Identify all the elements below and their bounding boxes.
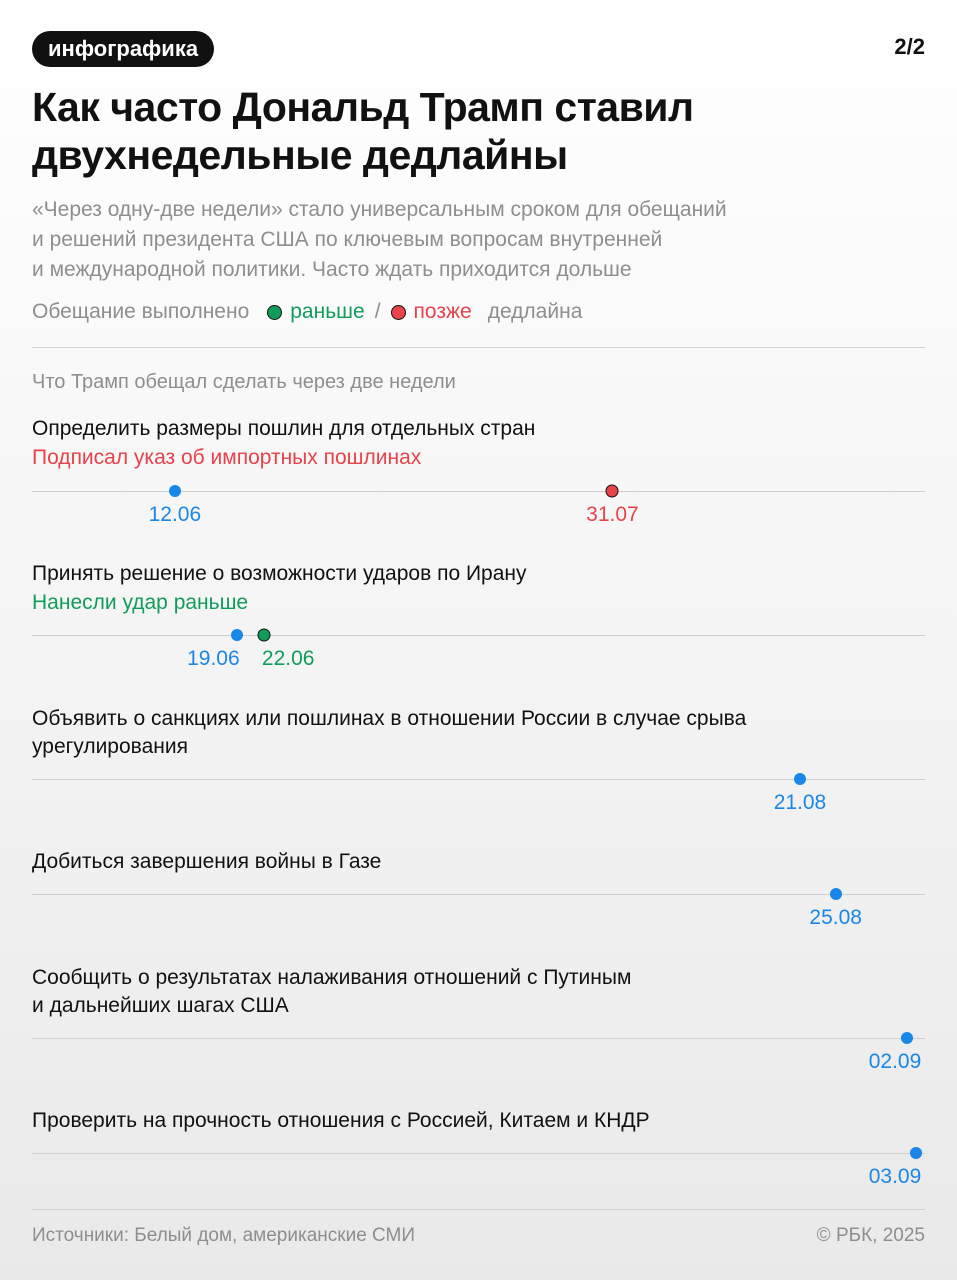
- deadline-label: 25.08: [809, 906, 862, 929]
- promise-title-line: Проверить на прочность отношения с Россией, Китаем и КНДР: [32, 1109, 650, 1132]
- timeline-track: [32, 779, 925, 780]
- timeline-track: [32, 1038, 925, 1039]
- promise-outcome-note: Подписал указ об импортных пошлинах: [32, 446, 422, 469]
- fulfilled-point: [606, 485, 619, 498]
- promise-title: [32, 560, 832, 588]
- timeline-track: [32, 491, 925, 492]
- later-dot-icon: [391, 305, 406, 320]
- earlier-dot-icon: [267, 305, 282, 320]
- legend-later: позже: [413, 300, 472, 323]
- page-number: 2/2: [894, 34, 925, 59]
- deadline-point: [910, 1147, 922, 1159]
- deadline-label: 19.06: [187, 647, 240, 670]
- fulfilled-point: [258, 629, 271, 642]
- deadline-point: [901, 1032, 913, 1044]
- page-title: Как часто Дональд Трамп ставил двухнедельные дедлайны: [32, 84, 694, 178]
- promise-title-line: и дальнейших шагах США: [32, 994, 289, 1017]
- fulfilled-label: 31.07: [586, 503, 639, 526]
- promise-title: [32, 848, 832, 876]
- promise-title: [32, 415, 832, 443]
- promise-title: [32, 705, 832, 761]
- promise-title-line: Принять решение о возможности ударов по Ирану: [32, 562, 527, 585]
- promise-title-line: Сообщить о результатах налаживания отношений с Путиным: [32, 966, 632, 989]
- subtitle-line: и решений президента США по ключевым вопросам внутренней: [32, 228, 663, 251]
- deadline-label: 12.06: [148, 503, 202, 526]
- deadline-point: [231, 629, 243, 641]
- divider: [32, 1209, 925, 1210]
- deadline-label: 21.08: [773, 791, 827, 814]
- deadline-label: 02.09: [868, 1050, 922, 1073]
- legend-separator: /: [374, 300, 381, 323]
- section-label: Что Трамп обещал сделать через две недели: [32, 371, 456, 393]
- promise-outcome-note: Нанесли удар раньше: [32, 591, 249, 614]
- timeline-track: [32, 894, 925, 895]
- promise-title-line: Добиться завершения войны в Газе: [32, 850, 382, 873]
- fulfilled-label: 22.06: [261, 647, 315, 670]
- divider: [32, 347, 925, 348]
- subtitle-line: «Через одну-две недели» стало универсальным сроком для обещаний: [32, 198, 727, 221]
- deadline-point: [794, 773, 806, 785]
- copyright: © РБК, 2025: [816, 1225, 925, 1246]
- promise-title: [32, 1107, 832, 1135]
- deadline-point: [830, 888, 842, 900]
- subtitle-line: и международной политики. Часто ждать приходится дольше: [32, 258, 632, 281]
- deadline-point: [169, 485, 181, 497]
- timeline-track: [32, 635, 925, 636]
- promise-title-line: урегулирования: [32, 735, 188, 758]
- legend-prefix: Обещание выполнено: [32, 300, 250, 323]
- deadline-label: 03.09: [868, 1165, 922, 1188]
- legend: [32, 300, 582, 324]
- promise-title-line: Объявить о санкциях или пошлинах в отношении России в случае срыва: [32, 707, 747, 730]
- legend-earlier: раньше: [290, 300, 365, 323]
- timeline-track: [32, 1153, 925, 1154]
- subtitle: [32, 195, 832, 285]
- sources: Источники: Белый дом, американские СМИ: [32, 1225, 416, 1246]
- legend-suffix: дедлайна: [487, 300, 583, 323]
- promise-title-line: Определить размеры пошлин для отдельных стран: [32, 417, 536, 440]
- promise-title: [32, 964, 832, 1020]
- infographic-badge: инфографика: [32, 31, 214, 67]
